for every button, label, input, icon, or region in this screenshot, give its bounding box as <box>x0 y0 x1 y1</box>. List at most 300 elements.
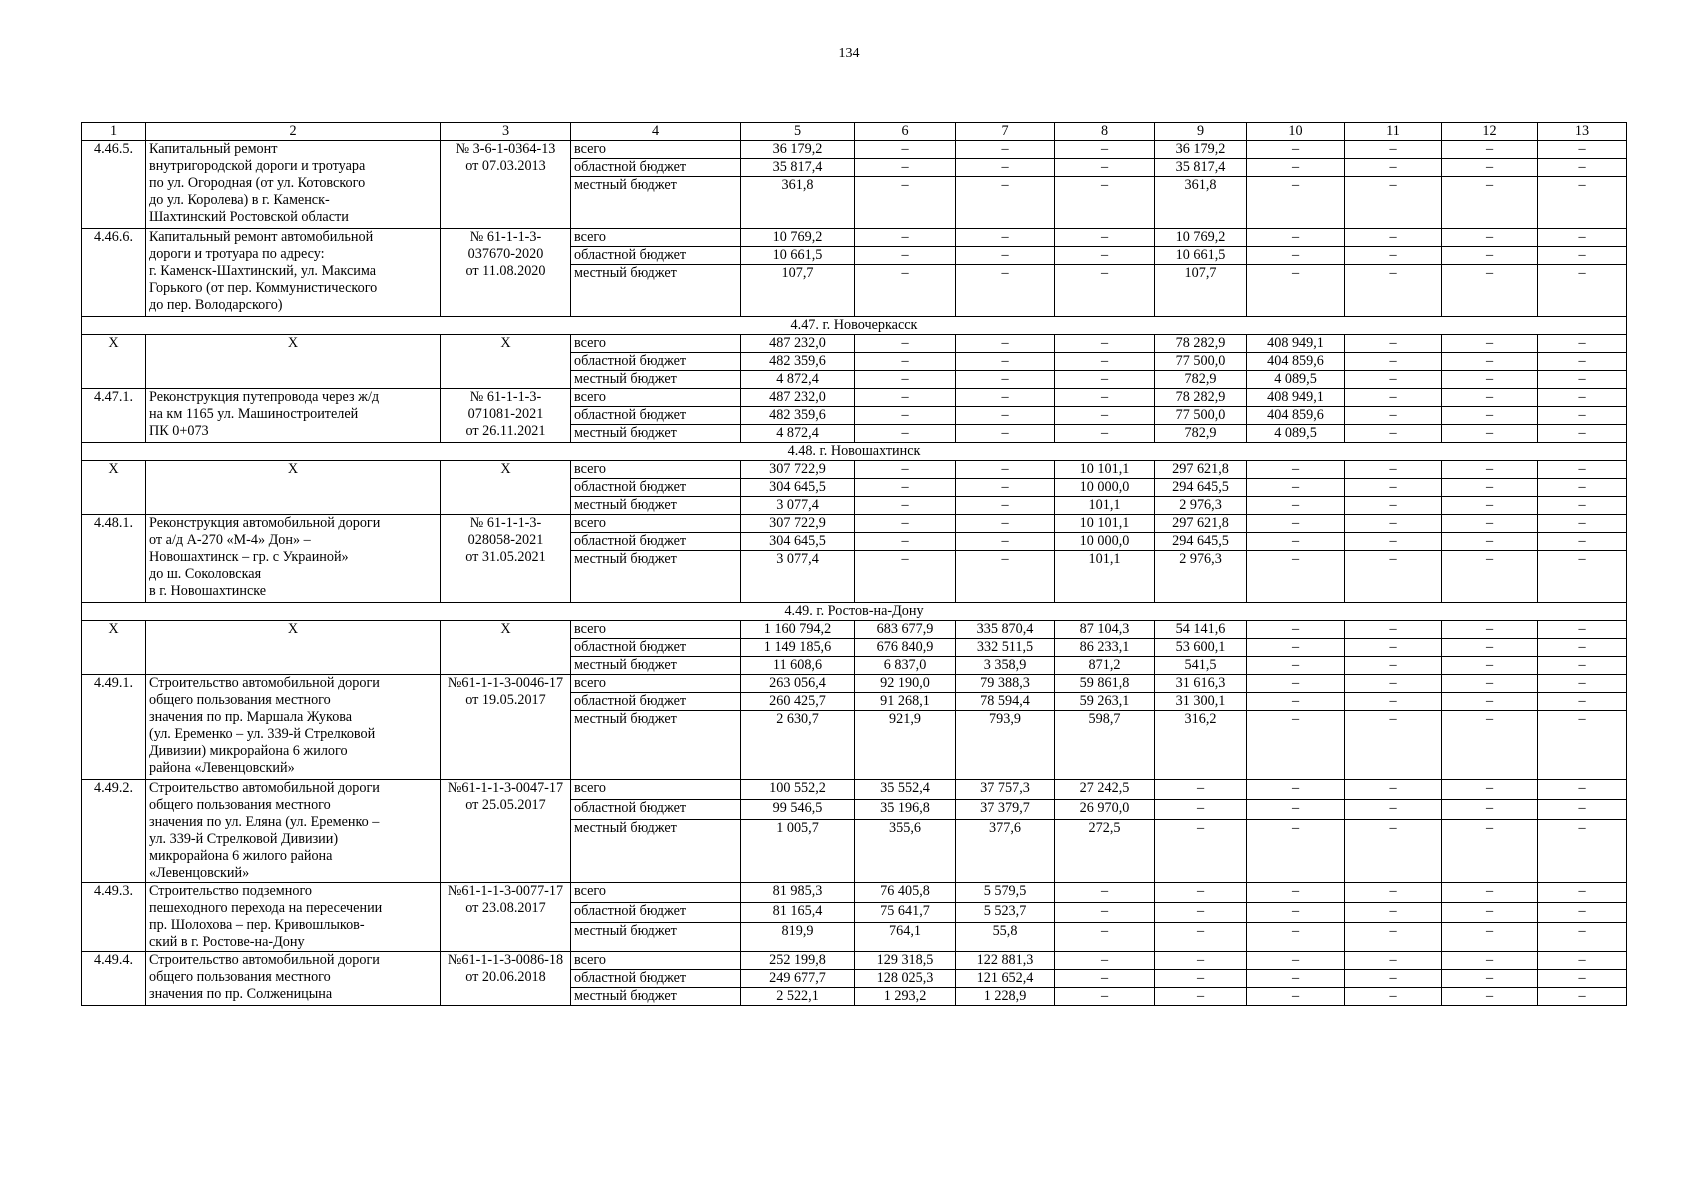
amount-cell: 101,1 <box>1055 551 1155 603</box>
amount-cell: 53 600,1 <box>1155 639 1247 657</box>
table-row <box>82 141 1627 159</box>
table-row <box>82 675 1627 693</box>
funding-source: местный бюджет <box>571 177 741 229</box>
amount-cell: 294 645,5 <box>1155 533 1247 551</box>
amount-cell: 355,6 <box>855 820 956 883</box>
amount-cell: 101,1 <box>1055 497 1155 515</box>
amount-cell: – <box>1345 353 1442 371</box>
amount-cell: – <box>1055 177 1155 229</box>
column-header: 11 <box>1345 123 1442 141</box>
column-header: 8 <box>1055 123 1155 141</box>
amount-cell: 871,2 <box>1055 657 1155 675</box>
amount-cell: 81 165,4 <box>741 903 855 923</box>
amount-cell: – <box>1442 265 1538 317</box>
funding-source: местный бюджет <box>571 820 741 883</box>
amount-cell: – <box>1345 970 1442 988</box>
funding-source: областной бюджет <box>571 970 741 988</box>
amount-cell: 487 232,0 <box>741 389 855 407</box>
amount-cell: – <box>1247 903 1345 923</box>
amount-cell: – <box>1155 800 1247 820</box>
amount-cell: – <box>1538 675 1627 693</box>
amount-cell: 31 300,1 <box>1155 693 1247 711</box>
amount-cell: 482 359,6 <box>741 353 855 371</box>
amount-cell: – <box>956 371 1055 389</box>
amount-cell: – <box>956 353 1055 371</box>
amount-cell: – <box>1442 711 1538 780</box>
amount-cell: – <box>956 177 1055 229</box>
amount-cell: 87 104,3 <box>1055 621 1155 639</box>
funding-source: областной бюджет <box>571 407 741 425</box>
amount-cell: 819,9 <box>741 923 855 952</box>
amount-cell: – <box>1442 903 1538 923</box>
amount-cell: – <box>1155 883 1247 903</box>
amount-cell: 332 511,5 <box>956 639 1055 657</box>
amount-cell: – <box>1442 479 1538 497</box>
amount-cell: – <box>855 551 956 603</box>
amount-cell: 10 101,1 <box>1055 461 1155 479</box>
amount-cell: 3 077,4 <box>741 497 855 515</box>
amount-cell: 361,8 <box>1155 177 1247 229</box>
amount-cell: – <box>1538 533 1627 551</box>
amount-cell: – <box>1442 229 1538 247</box>
funding-source: местный бюджет <box>571 923 741 952</box>
amount-cell: – <box>956 497 1055 515</box>
funding-source: всего <box>571 780 741 800</box>
amount-cell: – <box>956 479 1055 497</box>
amount-cell: – <box>1538 820 1627 883</box>
amount-cell: – <box>1247 923 1345 952</box>
amount-cell: – <box>1442 639 1538 657</box>
column-header: 10 <box>1247 123 1345 141</box>
table-row <box>82 621 1627 639</box>
column-header: 5 <box>741 123 855 141</box>
amount-cell: – <box>1055 371 1155 389</box>
column-header-row <box>82 123 1627 141</box>
amount-cell: 37 379,7 <box>956 800 1055 820</box>
funding-source: всего <box>571 883 741 903</box>
amount-cell: – <box>855 265 956 317</box>
amount-cell: 26 970,0 <box>1055 800 1155 820</box>
amount-cell: 35 817,4 <box>741 159 855 177</box>
amount-cell: – <box>1155 988 1247 1006</box>
table-row <box>82 883 1627 903</box>
approval-document: №61-1-1-3-0077-17 от 23.08.2017 <box>441 883 571 952</box>
amount-cell: 3 358,9 <box>956 657 1055 675</box>
amount-cell: 78 282,9 <box>1155 335 1247 353</box>
amount-cell: – <box>1055 903 1155 923</box>
amount-cell: – <box>1538 247 1627 265</box>
funding-source: всего <box>571 335 741 353</box>
item-number: Х <box>82 335 146 389</box>
table-row <box>82 229 1627 247</box>
amount-cell: 263 056,4 <box>741 675 855 693</box>
amount-cell: – <box>956 265 1055 317</box>
amount-cell: – <box>1345 711 1442 780</box>
object-name: Х <box>146 461 441 515</box>
section-row <box>82 317 1627 335</box>
column-header: 7 <box>956 123 1055 141</box>
amount-cell: – <box>1442 389 1538 407</box>
amount-cell: – <box>1538 229 1627 247</box>
amount-cell: – <box>1345 461 1442 479</box>
amount-cell: – <box>855 425 956 443</box>
amount-cell: 122 881,3 <box>956 952 1055 970</box>
amount-cell: – <box>956 389 1055 407</box>
amount-cell: – <box>1247 800 1345 820</box>
object-name: Строительство подземного пешеходного перехода на пересечении пр. Шолохова – пер. Кривошлыков- ский в г. Ростове-на-Дону <box>146 883 441 952</box>
amount-cell: 307 722,9 <box>741 515 855 533</box>
funding-source: местный бюджет <box>571 988 741 1006</box>
amount-cell: 1 228,9 <box>956 988 1055 1006</box>
amount-cell: – <box>1442 335 1538 353</box>
section-title: 4.47. г. Новочеркасск <box>82 317 1627 335</box>
amount-cell: – <box>1538 425 1627 443</box>
amount-cell: – <box>1345 657 1442 675</box>
amount-cell: 77 500,0 <box>1155 353 1247 371</box>
item-number: Х <box>82 621 146 675</box>
amount-cell: 764,1 <box>855 923 956 952</box>
section-row <box>82 603 1627 621</box>
amount-cell: 297 621,8 <box>1155 461 1247 479</box>
amount-cell: 4 872,4 <box>741 425 855 443</box>
approval-document: Х <box>441 621 571 675</box>
amount-cell: – <box>1538 479 1627 497</box>
amount-cell: – <box>1538 461 1627 479</box>
amount-cell: 2 522,1 <box>741 988 855 1006</box>
amount-cell: – <box>956 425 1055 443</box>
amount-cell: 99 546,5 <box>741 800 855 820</box>
item-number: 4.47.1. <box>82 389 146 443</box>
amount-cell: – <box>1055 389 1155 407</box>
amount-cell: – <box>855 533 956 551</box>
amount-cell: 91 268,1 <box>855 693 956 711</box>
amount-cell: 1 149 185,6 <box>741 639 855 657</box>
funding-source: всего <box>571 389 741 407</box>
amount-cell: – <box>1538 883 1627 903</box>
amount-cell: – <box>1247 247 1345 265</box>
amount-cell: 4 089,5 <box>1247 425 1345 443</box>
amount-cell: – <box>1055 335 1155 353</box>
amount-cell: – <box>855 229 956 247</box>
amount-cell: 3 077,4 <box>741 551 855 603</box>
approval-document: №61-1-1-3-0047-17 от 25.05.2017 <box>441 780 571 883</box>
amount-cell: 107,7 <box>1155 265 1247 317</box>
amount-cell: – <box>1345 639 1442 657</box>
amount-cell: – <box>1345 820 1442 883</box>
amount-cell: – <box>1345 780 1442 800</box>
amount-cell: – <box>1247 621 1345 639</box>
amount-cell: – <box>855 497 956 515</box>
section-title: 4.49. г. Ростов-на-Дону <box>82 603 1627 621</box>
amount-cell: – <box>956 407 1055 425</box>
amount-cell: – <box>1345 903 1442 923</box>
amount-cell: 54 141,6 <box>1155 621 1247 639</box>
amount-cell: 10 000,0 <box>1055 479 1155 497</box>
amount-cell: – <box>1247 141 1345 159</box>
amount-cell: – <box>1345 425 1442 443</box>
amount-cell: 316,2 <box>1155 711 1247 780</box>
funding-source: всего <box>571 621 741 639</box>
amount-cell: 78 282,9 <box>1155 389 1247 407</box>
amount-cell: – <box>855 247 956 265</box>
amount-cell: 294 645,5 <box>1155 479 1247 497</box>
item-number: 4.49.4. <box>82 952 146 1006</box>
amount-cell: 36 179,2 <box>741 141 855 159</box>
amount-cell: – <box>1247 675 1345 693</box>
amount-cell: – <box>1538 621 1627 639</box>
approval-document: № 61-1-1-3- 028058-2021 от 31.05.2021 <box>441 515 571 603</box>
amount-cell: – <box>1247 970 1345 988</box>
amount-cell: – <box>1155 952 1247 970</box>
amount-cell: 782,9 <box>1155 425 1247 443</box>
amount-cell: – <box>1345 389 1442 407</box>
amount-cell: – <box>855 515 956 533</box>
amount-cell: – <box>1247 461 1345 479</box>
amount-cell: – <box>1538 497 1627 515</box>
funding-source: областной бюджет <box>571 247 741 265</box>
amount-cell: 35 817,4 <box>1155 159 1247 177</box>
amount-cell: – <box>1442 461 1538 479</box>
amount-cell: – <box>1442 371 1538 389</box>
table-row <box>82 780 1627 800</box>
amount-cell: – <box>855 407 956 425</box>
approval-document: №61-1-1-3-0086-18 от 20.06.2018 <box>441 952 571 1006</box>
funding-source: областной бюджет <box>571 903 741 923</box>
amount-cell: – <box>855 461 956 479</box>
amount-cell: – <box>1538 159 1627 177</box>
column-header: 1 <box>82 123 146 141</box>
amount-cell: – <box>1442 693 1538 711</box>
funding-source: местный бюджет <box>571 265 741 317</box>
object-name: Х <box>146 621 441 675</box>
amount-cell: – <box>1345 265 1442 317</box>
amount-cell: – <box>1538 353 1627 371</box>
amount-cell: 304 645,5 <box>741 479 855 497</box>
object-name: Реконструкция путепровода через ж/д на км 1165 ул. Машиностроителей ПК 0+073 <box>146 389 441 443</box>
amount-cell: – <box>1345 479 1442 497</box>
amount-cell: – <box>1055 141 1155 159</box>
amount-cell: 5 523,7 <box>956 903 1055 923</box>
table-row <box>82 952 1627 970</box>
amount-cell: – <box>855 159 956 177</box>
column-header: 9 <box>1155 123 1247 141</box>
amount-cell: 129 318,5 <box>855 952 956 970</box>
amount-cell: – <box>1055 883 1155 903</box>
amount-cell: – <box>855 389 956 407</box>
table-row <box>82 461 1627 479</box>
amount-cell: – <box>1247 177 1345 229</box>
funding-source: местный бюджет <box>571 371 741 389</box>
section-row <box>82 443 1627 461</box>
funding-source: местный бюджет <box>571 551 741 603</box>
amount-cell: 1 160 794,2 <box>741 621 855 639</box>
object-name: Реконструкция автомобильной дороги от а/д А-270 «М-4» Дон» – Новошахтинск – гр. с Украиной» до ш. Соколовская в г. Новошахтинске <box>146 515 441 603</box>
funding-source: всего <box>571 952 741 970</box>
amount-cell: 683 677,9 <box>855 621 956 639</box>
funding-source: всего <box>571 229 741 247</box>
amount-cell: – <box>1345 515 1442 533</box>
amount-cell: – <box>1055 265 1155 317</box>
amount-cell: – <box>1538 515 1627 533</box>
amount-cell: – <box>956 335 1055 353</box>
column-header: 3 <box>441 123 571 141</box>
amount-cell: – <box>1155 970 1247 988</box>
amount-cell: – <box>1538 903 1627 923</box>
amount-cell: – <box>1055 988 1155 1006</box>
amount-cell: 36 179,2 <box>1155 141 1247 159</box>
approval-document: № 61-1-1-3- 037670-2020 от 11.08.2020 <box>441 229 571 317</box>
amount-cell: – <box>1442 533 1538 551</box>
amount-cell: 4 089,5 <box>1247 371 1345 389</box>
amount-cell: – <box>1442 621 1538 639</box>
funding-source: местный бюджет <box>571 497 741 515</box>
amount-cell: – <box>1345 497 1442 515</box>
amount-cell: – <box>1538 335 1627 353</box>
amount-cell: 10 661,5 <box>741 247 855 265</box>
amount-cell: – <box>956 159 1055 177</box>
amount-cell: – <box>1247 229 1345 247</box>
amount-cell: – <box>1055 952 1155 970</box>
funding-source: областной бюджет <box>571 800 741 820</box>
amount-cell: 4 872,4 <box>741 371 855 389</box>
amount-cell: – <box>1538 780 1627 800</box>
amount-cell: 81 985,3 <box>741 883 855 903</box>
amount-cell: – <box>1345 247 1442 265</box>
amount-cell: 121 652,4 <box>956 970 1055 988</box>
amount-cell: 304 645,5 <box>741 533 855 551</box>
amount-cell: 55,8 <box>956 923 1055 952</box>
approval-document: Х <box>441 335 571 389</box>
table-row <box>82 389 1627 407</box>
object-name: Капитальный ремонт автомобильной дороги и тротуара по адресу: г. Каменск-Шахтинский, ул. Максима Горького (от пер. Коммунистического до пер. Володарского) <box>146 229 441 317</box>
amount-cell: 27 242,5 <box>1055 780 1155 800</box>
amount-cell: – <box>1247 693 1345 711</box>
amount-cell: 249 677,7 <box>741 970 855 988</box>
amount-cell: – <box>1442 800 1538 820</box>
amount-cell: – <box>1155 820 1247 883</box>
amount-cell: – <box>1345 371 1442 389</box>
column-header: 12 <box>1442 123 1538 141</box>
amount-cell: – <box>1538 407 1627 425</box>
item-number: 4.49.3. <box>82 883 146 952</box>
amount-cell: – <box>1345 335 1442 353</box>
amount-cell: – <box>1538 952 1627 970</box>
amount-cell: – <box>1055 970 1155 988</box>
amount-cell: – <box>1538 711 1627 780</box>
amount-cell: – <box>1345 177 1442 229</box>
amount-cell: – <box>956 247 1055 265</box>
amount-cell: – <box>1538 371 1627 389</box>
amount-cell: 59 861,8 <box>1055 675 1155 693</box>
amount-cell: – <box>1345 407 1442 425</box>
page-number: 134 <box>838 46 860 61</box>
amount-cell: – <box>1345 621 1442 639</box>
amount-cell: – <box>1247 551 1345 603</box>
amount-cell: – <box>1442 159 1538 177</box>
amount-cell: – <box>1442 141 1538 159</box>
amount-cell: – <box>1155 780 1247 800</box>
amount-cell: – <box>1247 657 1345 675</box>
funding-source: местный бюджет <box>571 711 741 780</box>
amount-cell: – <box>1442 952 1538 970</box>
funding-source: местный бюджет <box>571 425 741 443</box>
amount-cell: – <box>956 229 1055 247</box>
amount-cell: – <box>1538 970 1627 988</box>
amount-cell: – <box>1247 780 1345 800</box>
amount-cell: – <box>1345 883 1442 903</box>
table-row <box>82 515 1627 533</box>
amount-cell: 676 840,9 <box>855 639 956 657</box>
amount-cell: – <box>1442 551 1538 603</box>
amount-cell: – <box>1055 407 1155 425</box>
amount-cell: – <box>1247 515 1345 533</box>
amount-cell: – <box>956 533 1055 551</box>
amount-cell: – <box>1442 497 1538 515</box>
table-row <box>82 335 1627 353</box>
amount-cell: 598,7 <box>1055 711 1155 780</box>
amount-cell: – <box>1538 693 1627 711</box>
amount-cell: – <box>1247 265 1345 317</box>
amount-cell: – <box>1538 265 1627 317</box>
amount-cell: 2 976,3 <box>1155 497 1247 515</box>
amount-cell: 487 232,0 <box>741 335 855 353</box>
amount-cell: – <box>1247 883 1345 903</box>
amount-cell: 59 263,1 <box>1055 693 1155 711</box>
amount-cell: – <box>1345 229 1442 247</box>
amount-cell: – <box>1055 353 1155 371</box>
amount-cell: 76 405,8 <box>855 883 956 903</box>
amount-cell: 75 641,7 <box>855 903 956 923</box>
item-number: 4.49.1. <box>82 675 146 780</box>
object-name: Строительство автомобильной дороги общего пользования местного значения по пр. Маршала Жукова (ул. Еременко – ул. 339-й Стрелковой Дивизии) микрорайона 6 жилого района «Левенцовский» <box>146 675 441 780</box>
amount-cell: 482 359,6 <box>741 407 855 425</box>
funding-source: областной бюджет <box>571 353 741 371</box>
amount-cell: 793,9 <box>956 711 1055 780</box>
amount-cell: – <box>1442 425 1538 443</box>
amount-cell: – <box>1055 229 1155 247</box>
amount-cell: 404 859,6 <box>1247 353 1345 371</box>
amount-cell: 11 608,6 <box>741 657 855 675</box>
amount-cell: 297 621,8 <box>1155 515 1247 533</box>
funding-source: областной бюджет <box>571 533 741 551</box>
amount-cell: – <box>1538 141 1627 159</box>
item-number: 4.46.6. <box>82 229 146 317</box>
amount-cell: 10 769,2 <box>741 229 855 247</box>
amount-cell: – <box>1442 407 1538 425</box>
amount-cell: – <box>1442 657 1538 675</box>
amount-cell: 377,6 <box>956 820 1055 883</box>
column-header: 13 <box>1538 123 1627 141</box>
amount-cell: – <box>1442 820 1538 883</box>
amount-cell: 77 500,0 <box>1155 407 1247 425</box>
amount-cell: 1 005,7 <box>741 820 855 883</box>
amount-cell: – <box>855 353 956 371</box>
amount-cell: 541,5 <box>1155 657 1247 675</box>
amount-cell: – <box>1345 675 1442 693</box>
amount-cell: 260 425,7 <box>741 693 855 711</box>
approval-document: Х <box>441 461 571 515</box>
amount-cell: – <box>956 141 1055 159</box>
amount-cell: – <box>1538 800 1627 820</box>
amount-cell: – <box>1247 952 1345 970</box>
funding-source: областной бюджет <box>571 693 741 711</box>
section-title: 4.48. г. Новошахтинск <box>82 443 1627 461</box>
object-name: Капитальный ремонт внутригородской дороги и тротуара по ул. Огородная (от ул. Котовского до ул. Королева) в г. Каменск- Шахтинский Ростовской области <box>146 141 441 229</box>
amount-cell: – <box>1345 141 1442 159</box>
amount-cell: – <box>855 371 956 389</box>
amount-cell: – <box>1055 923 1155 952</box>
amount-cell: 404 859,6 <box>1247 407 1345 425</box>
